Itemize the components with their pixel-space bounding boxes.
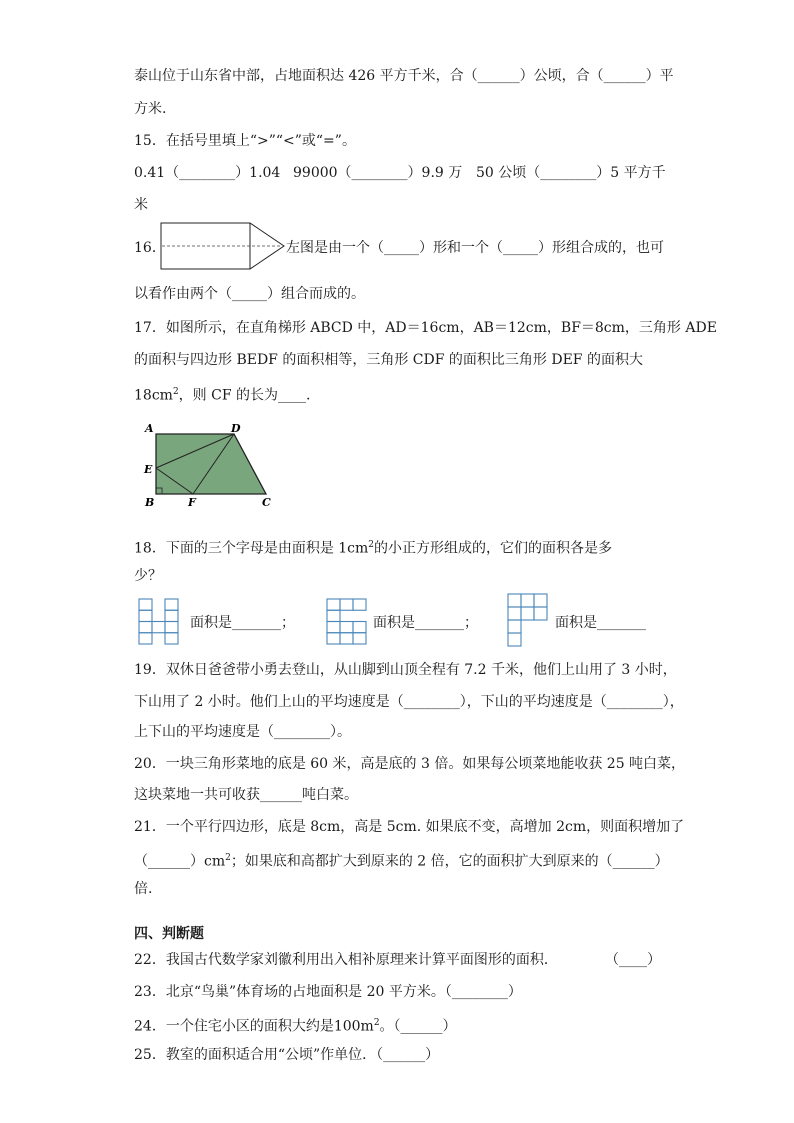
label-e: E: [144, 463, 153, 476]
q17-sup: 2: [172, 387, 179, 397]
label-d: D: [231, 422, 241, 435]
trapezoid-abcd: [156, 434, 266, 494]
q17-question: ，则 CF 的长为____.: [178, 387, 311, 404]
q20-line-2: 这块菜地一共可收获______吨白菜。: [134, 787, 358, 803]
q21-sup: 2: [225, 853, 231, 863]
q14-line-2: 方米.: [134, 101, 167, 117]
q15-item-b: 99000（________）9.9 万: [293, 165, 463, 181]
q25-text: 25．教室的面积适合用“公顷”作单位．（______）: [134, 1047, 440, 1063]
q21-text-a: （______）cm: [134, 853, 226, 870]
q18-line-1: [134, 535, 612, 559]
q17-line-3: [134, 382, 310, 406]
q23-text: 23．北京“鸟巢”体育场的占地面积是 20 平方米。（________）: [134, 984, 522, 1000]
q18-line-2: 少？: [134, 568, 162, 584]
q17-trapezoid-figure: [140, 418, 290, 510]
q18-text-b: 的小正方形组成的，它们的面积各是多: [374, 540, 613, 557]
q18-sup: 2: [368, 540, 375, 550]
q18-text-a: 18．下面的三个字母是由面积是 1cm: [134, 540, 369, 557]
q15-item-a: 0.41（________）1.04: [134, 165, 281, 181]
q18-area-1: 面积是_______；: [190, 615, 295, 631]
q16-number: 16．: [134, 240, 166, 256]
q14-line-1: 泰山位于山东省中部，占地面积达 426 平方千米，合（______）公顷，合（______）平: [134, 68, 674, 84]
q17-line-2: 的面积与四边形 BEDF 的面积相等，三角形 CDF 的面积比三角形 DEF 的面积大: [134, 352, 643, 368]
q19-line-3: 上下山的平均速度是（________）。: [134, 724, 351, 740]
letter-h-grid: [138, 598, 182, 646]
q18-area-2: 面积是_______；: [373, 615, 478, 631]
label-c: C: [262, 496, 271, 509]
q22-text: 22．我国古代数学家刘徽利用出入相补原理来计算平面图形的面积．: [134, 952, 558, 968]
q15-item-c-cont: 米: [134, 197, 148, 213]
q16-text: 左图是由一个（_____）形和一个（_____）形组合成的，也可: [286, 240, 664, 256]
q22-answer: （____）: [605, 952, 661, 968]
q15-title: 15．在括号里填上“>”“<”或“=”。: [134, 133, 356, 149]
q24-text: [134, 1013, 457, 1037]
letter-e-grid: [326, 598, 368, 646]
q24-text-b: 。（______）: [379, 1018, 457, 1035]
section-heading-judgement: 四、判断题: [134, 926, 204, 942]
letter-f-grid: [507, 593, 549, 647]
q15-item-c: 50 公顷（________）5 平方千: [476, 165, 666, 181]
q19-line-1: 19．双休日爸爸带小勇去登山，从山脚到山顶全程有 7.2 千米，他们上山用了 3 小时，: [134, 662, 677, 678]
label-a: A: [145, 422, 154, 435]
q17-line-1: 17．如图所示，在直角梯形 ABCD 中，AD＝16cm，AB＝12cm，BF＝8cm，三角形 ADE: [134, 320, 717, 336]
q18-area-3: 面积是_______: [555, 615, 646, 631]
label-f: F: [188, 496, 196, 509]
q24-text-a: 24．一个住宅小区的面积大约是100m: [134, 1018, 374, 1035]
q19-line-2: 下山用了 2 小时。他们上山的平均速度是（________），下山的平均速度是（________），: [134, 694, 684, 710]
q21-text-b: ；如果底和高都扩大到原来的 2 倍，它的面积扩大到原来的（______）: [230, 853, 669, 870]
q17-value: 18cm: [134, 387, 173, 404]
q16-pentagon-figure: [160, 222, 286, 272]
q21-line-3: 倍.: [134, 881, 153, 897]
q16-text-cont: 以看作由两个（_____）组合而成的。: [134, 286, 365, 302]
q21-line-1: 21．一个平行四边形，底是 8cm，高是 5cm. 如果底不变，高增加 2cm，则面积增加了: [134, 819, 685, 835]
q24-sup: 2: [373, 1018, 380, 1028]
q21-line-2: [134, 848, 669, 872]
label-b: B: [145, 496, 155, 509]
q20-line-1: 20．一块三角形菜地的底是 60 米，高是底的 3 倍。如果每公顷菜地能收获 25 吨白菜，: [134, 756, 686, 772]
